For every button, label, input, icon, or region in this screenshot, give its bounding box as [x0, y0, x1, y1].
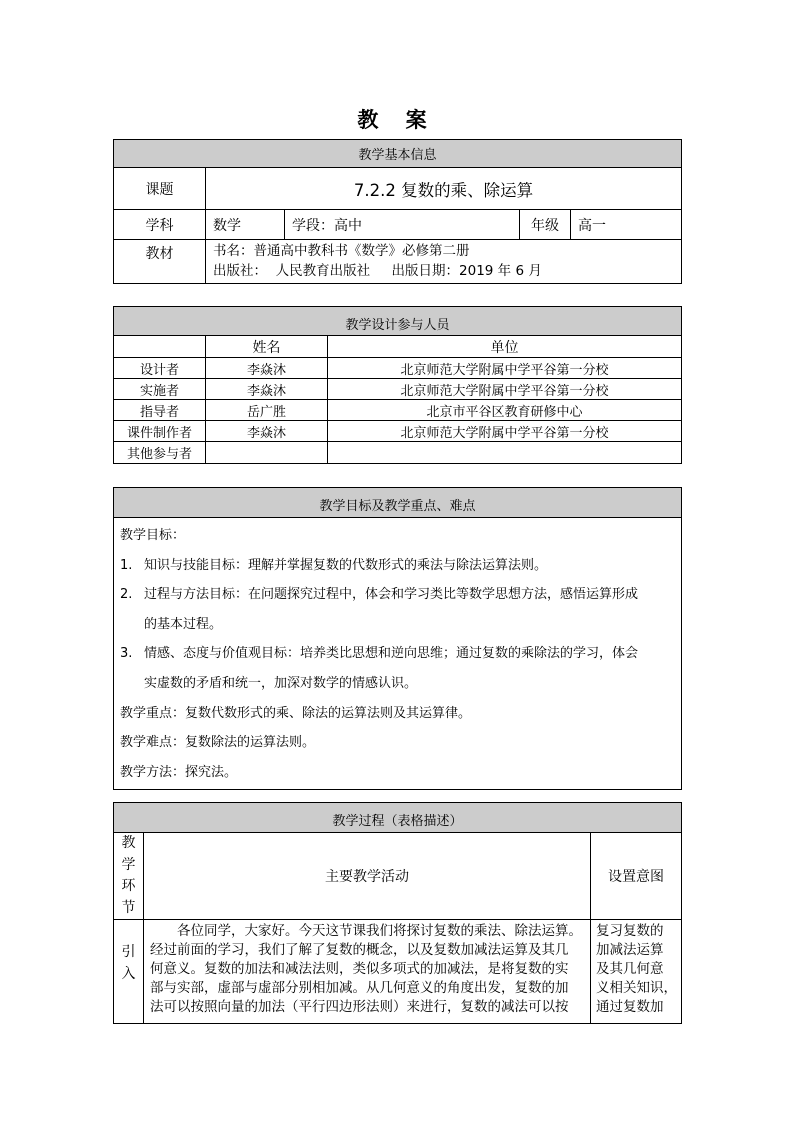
participant-unit: 北京师范大学附属中学平谷第一分校 [328, 421, 682, 442]
topic-value: 7.2.2 复数的乘、除运算 [206, 168, 682, 210]
participant-name: 李焱沐 [206, 358, 328, 379]
stage-header-char: 节 [121, 899, 136, 916]
goal-item-number: 3. [120, 646, 133, 662]
goal-item-text: 情感、态度与价值观目标：培养类比思想和逆向思维；通过复数的乘除法的学习，体会 [144, 646, 639, 662]
participants-table [113, 306, 682, 464]
stage-header-char: 环 [121, 878, 136, 894]
grade-value: 高一 [571, 210, 682, 240]
activity-line: 法可以按照向量的加法（平行四边形法则）来进行，复数的减法可以按 [150, 999, 569, 1015]
objectives-header: 教学目标及教学重点、难点 [114, 488, 682, 518]
basic-info-table [113, 139, 682, 284]
goal-item-number: 1. [120, 557, 133, 573]
document-title: 教 案 [357, 108, 437, 132]
stage-char: 入 [121, 965, 136, 982]
process-table [113, 802, 682, 1024]
stage-cell [285, 210, 520, 240]
activity-column-header: 主要教学活动 [144, 833, 591, 920]
participant-unit: 北京师范大学附属中学平谷第一分校 [328, 358, 682, 379]
participant-name: 岳广胜 [206, 400, 328, 421]
goal-item-text: 知识与技能目标：理解并掌握复数的代数形式的乘法与除法运算法则。 [144, 557, 548, 573]
goal-item-number: 2. [120, 587, 133, 603]
participant-role: 实施者 [114, 379, 206, 400]
participant-row [114, 400, 682, 421]
stage-label: 学段： [292, 217, 334, 234]
activity-cell [144, 920, 591, 1024]
goal-item-2 [120, 580, 674, 610]
col-unit-header: 单位 [328, 336, 682, 358]
goal-title: 教学目标： [120, 528, 186, 543]
participant-row [114, 442, 682, 464]
difficulty: 教学难点：复数除法的运算法则。 [120, 735, 316, 751]
participant-role: 其他参与者 [114, 442, 206, 464]
participant-row [114, 358, 682, 379]
objectives-table [113, 487, 682, 790]
participant-role: 设计者 [114, 358, 206, 379]
participant-role: 课件制作者 [114, 421, 206, 442]
stage-cell [114, 920, 144, 1024]
objectives-body [114, 518, 682, 790]
intent-line: 及其几何意 [596, 961, 664, 977]
participant-name: 李焱沐 [206, 421, 328, 442]
intent-line: 通过复数加 [596, 999, 664, 1015]
basic-info-header: 教学基本信息 [114, 140, 682, 168]
goal-item-2-cont: 的基本过程。 [144, 616, 223, 632]
subject-value: 数学 [206, 210, 285, 240]
subject-label: 学科 [114, 210, 206, 240]
intent-column-header: 设置意图 [591, 833, 682, 920]
process-row [114, 920, 682, 1024]
publisher-line: 出版社： 人民教育出版社 出版日期：2019 年 6 月 [213, 263, 542, 279]
material-label: 教材 [114, 240, 206, 284]
participants-header: 教学设计参与人员 [114, 307, 682, 336]
participant-role: 指导者 [114, 400, 206, 421]
goal-item-1 [120, 551, 674, 581]
participant-name: 李焱沐 [206, 379, 328, 400]
process-header: 教学过程（表格描述） [114, 803, 682, 833]
goal-item-text: 过程与方法目标：在问题探究过程中，体会和学习类比等数学思想方法，感悟运算形成 [144, 587, 639, 603]
topic-label: 课题 [114, 168, 206, 210]
participant-unit [328, 442, 682, 464]
stage-value: 高中 [334, 217, 362, 234]
goal-item-3 [120, 639, 674, 669]
key-point: 教学重点：复数代数形式的乘、除法的运算法则及其运算律。 [120, 705, 472, 721]
intent-line: 复习复数的 [596, 923, 664, 939]
intent-line: 加减法运算 [596, 942, 664, 958]
stage-column-header [114, 833, 144, 920]
intent-cell [591, 920, 682, 1024]
book-line: 书名：普通高中教科书《数学》必修第二册 [213, 243, 470, 259]
stage-header-char: 学 [121, 856, 136, 873]
material-value [206, 240, 682, 284]
participant-name [206, 442, 328, 464]
corner-cell [114, 336, 206, 358]
activity-line: 经过前面的学习，我们了解了复数的概念，以及复数加减法运算及其几 [150, 942, 569, 958]
intent-line: 义相关知识， [596, 980, 677, 996]
activity-line: 部与实部，虚部与虚部分别相加减。从几何意义的角度出发，复数的加 [150, 980, 569, 996]
activity-line: 各位同学，大家好。今天这节课我们将探讨复数的乘法、除法运算。 [150, 923, 582, 939]
stage-char: 引 [121, 944, 136, 960]
goal-item-3-cont: 实虚数的矛盾和统一，加深对数学的情感认识。 [144, 675, 418, 691]
participant-row [114, 421, 682, 442]
grade-label: 年级 [520, 210, 571, 240]
col-name-header: 姓名 [206, 336, 328, 358]
participant-unit: 北京市平谷区教育研修中心 [328, 400, 682, 421]
stage-header-char: 教 [121, 835, 136, 851]
activity-line: 何意义。复数的加法和减法法则，类似多项式的加减法，是将复数的实 [150, 961, 569, 977]
participant-row [114, 379, 682, 400]
participant-unit: 北京师范大学附属中学平谷第一分校 [328, 379, 682, 400]
teaching-method: 教学方法：探究法。 [120, 764, 238, 780]
